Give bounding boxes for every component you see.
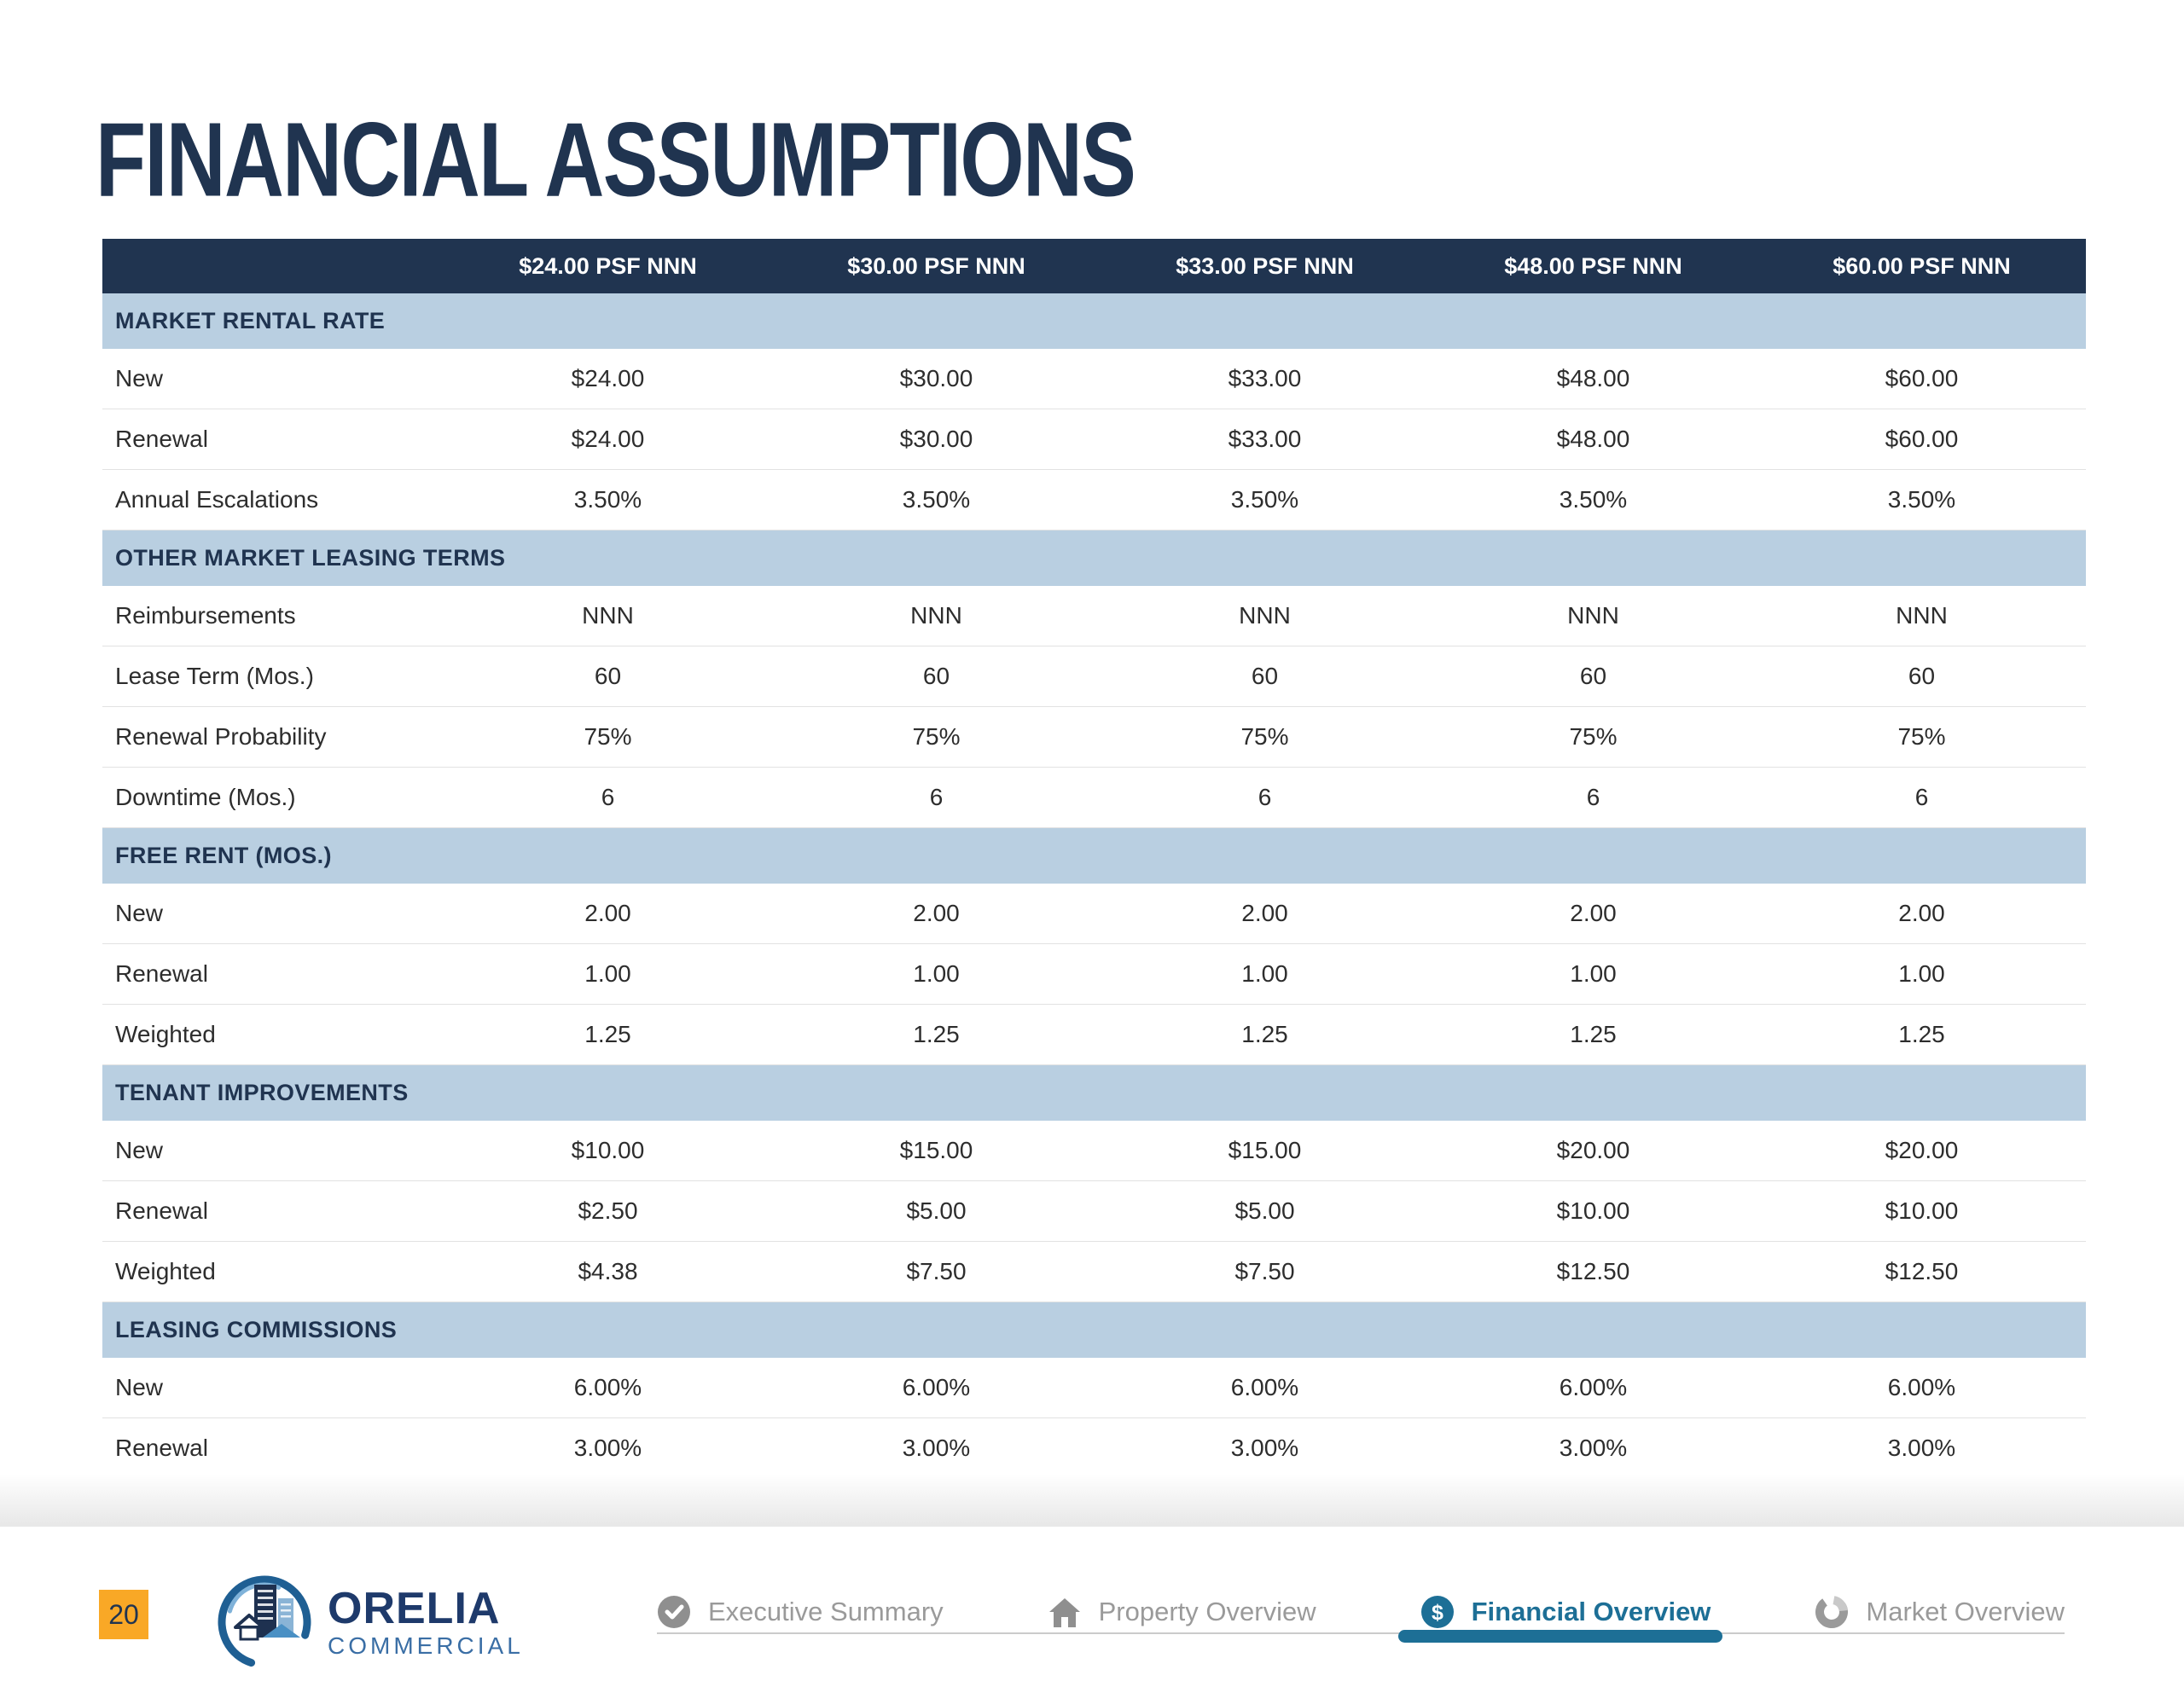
table-row <box>102 1181 2086 1242</box>
cell-value: 3.50% <box>1559 486 1628 513</box>
cell-value: 3.50% <box>1887 486 1956 513</box>
column-header: $24.00 PSF NNN <box>519 252 697 279</box>
cell-value: 6 <box>1258 784 1272 810</box>
cell-value: 2.00 <box>1570 900 1617 926</box>
column-header: $33.00 PSF NNN <box>1176 252 1354 279</box>
section-header-row: OTHER MARKET LEASING TERMS <box>102 530 2086 586</box>
logo-buildings-icon <box>210 1564 322 1677</box>
row-label: New <box>115 900 164 926</box>
table-row <box>102 884 2086 944</box>
row-label: Renewal <box>115 426 208 452</box>
cell-value: 60 <box>922 663 950 689</box>
table-row <box>102 768 2086 828</box>
cell-value: $10.00 <box>571 1137 645 1163</box>
page-title: FINANCIAL ASSUMPTIONS <box>96 101 1136 219</box>
cell-value: 1.00 <box>1898 960 1945 987</box>
page-number-badge: 20 <box>99 1590 148 1639</box>
cell-value: 3.50% <box>573 486 642 513</box>
cell-value: 2.00 <box>1241 900 1288 926</box>
nav-label: Market Overview <box>1866 1597 2065 1626</box>
cell-value: 3.00% <box>1887 1435 1956 1461</box>
row-label: Reimbursements <box>115 602 296 629</box>
nav-item-executive-summary[interactable] <box>657 1595 944 1629</box>
cell-value: $24.00 <box>571 365 645 391</box>
row-label: Renewal <box>115 1435 208 1461</box>
cell-value: NNN <box>1896 602 1948 629</box>
check-circle-icon <box>657 1595 691 1629</box>
cell-value: 60 <box>1251 663 1279 689</box>
cell-value: 75% <box>1569 723 1618 750</box>
section-header-row: LEASING COMMISSIONS <box>102 1302 2086 1358</box>
cell-value: NNN <box>1239 602 1291 629</box>
nav-item-market-overview[interactable] <box>1815 1595 2065 1629</box>
company-logo <box>210 1564 524 1677</box>
cell-value: 60 <box>1579 663 1607 689</box>
cell-value: $60.00 <box>1885 426 1959 452</box>
cell-value: 1.00 <box>1570 960 1617 987</box>
cell-value: NNN <box>910 602 962 629</box>
cell-value: $15.00 <box>899 1137 973 1163</box>
section-header-row: MARKET RENTAL RATE <box>102 293 2086 349</box>
cell-value: 1.00 <box>1241 960 1288 987</box>
cell-value: 6.00% <box>1887 1374 1956 1400</box>
cell-value: 2.00 <box>584 900 631 926</box>
cell-value: 1.00 <box>913 960 960 987</box>
row-label: New <box>115 1374 164 1400</box>
table-row <box>102 707 2086 768</box>
row-label: Lease Term (Mos.) <box>115 663 314 689</box>
cell-value: 6 <box>601 784 615 810</box>
logo-name: ORELIA <box>328 1584 501 1633</box>
cell-value: $2.50 <box>578 1197 638 1224</box>
cell-value: 6 <box>1586 784 1600 810</box>
footer <box>0 1527 2184 1687</box>
footer-nav <box>657 1591 2065 1632</box>
column-header: $60.00 PSF NNN <box>1833 252 2011 279</box>
cell-value: 6.00% <box>1230 1374 1299 1400</box>
row-label: Downtime (Mos.) <box>115 784 296 810</box>
assumptions-table <box>102 239 2086 1539</box>
cell-value: $5.00 <box>1234 1197 1295 1224</box>
table-row <box>102 470 2086 530</box>
cell-value: 3.00% <box>1559 1435 1628 1461</box>
cell-value: 6 <box>1914 784 1929 810</box>
table-row <box>102 409 2086 470</box>
cell-value: 6.00% <box>573 1374 642 1400</box>
cell-value: 6 <box>929 784 944 810</box>
svg-text:$: $ <box>1431 1601 1443 1625</box>
cell-value: 3.00% <box>902 1435 971 1461</box>
nav-item-property-overview[interactable] <box>1048 1595 1316 1629</box>
cell-value: 60 <box>594 663 622 689</box>
cell-value: 3.00% <box>1230 1435 1299 1461</box>
pie-ring-icon <box>1815 1595 1849 1629</box>
cell-value: $7.50 <box>906 1258 967 1284</box>
row-label: Annual Escalations <box>115 486 319 513</box>
cell-value: 75% <box>1897 723 1946 750</box>
dollar-circle-icon <box>1420 1595 1455 1629</box>
row-label: Renewal <box>115 1197 208 1224</box>
logo-subtitle: COMMERCIAL <box>328 1632 524 1659</box>
cell-value: 1.25 <box>1898 1021 1945 1047</box>
row-label: New <box>115 1137 164 1163</box>
nav-label: Property Overview <box>1098 1597 1316 1626</box>
cell-value: $60.00 <box>1885 365 1959 391</box>
cell-value: $12.50 <box>1885 1258 1959 1284</box>
logo-text <box>328 1586 524 1660</box>
cell-value: $15.00 <box>1228 1137 1302 1163</box>
cell-value: 1.25 <box>584 1021 631 1047</box>
table-row <box>102 1358 2086 1418</box>
table-row <box>102 1005 2086 1065</box>
cell-value: 2.00 <box>913 900 960 926</box>
cell-value: 75% <box>1240 723 1289 750</box>
table-header-row <box>102 239 2086 293</box>
section-header-row: TENANT IMPROVEMENTS <box>102 1065 2086 1121</box>
cell-value: $20.00 <box>1556 1137 1630 1163</box>
table-body <box>102 293 2086 1539</box>
column-header: $48.00 PSF NNN <box>1504 252 1682 279</box>
cell-value: NNN <box>582 602 634 629</box>
cell-value: 6.00% <box>1559 1374 1628 1400</box>
table-row <box>102 646 2086 707</box>
cell-value: 1.25 <box>1241 1021 1288 1047</box>
cell-value: 2.00 <box>1898 900 1945 926</box>
cell-value: 1.25 <box>1570 1021 1617 1047</box>
cell-value: $48.00 <box>1556 365 1630 391</box>
cell-value: $33.00 <box>1228 365 1302 391</box>
row-label: Renewal <box>115 960 208 987</box>
cell-value: 3.50% <box>1230 486 1299 513</box>
active-underline <box>1398 1630 1723 1643</box>
cell-value: 1.00 <box>584 960 631 987</box>
section-header-row: FREE RENT (MOS.) <box>102 828 2086 884</box>
cell-value: 75% <box>912 723 961 750</box>
cell-value: $7.50 <box>1234 1258 1295 1284</box>
table-row <box>102 586 2086 646</box>
home-icon <box>1048 1595 1082 1629</box>
cell-value: 1.25 <box>913 1021 960 1047</box>
cell-value: NNN <box>1567 602 1619 629</box>
cell-value: $4.38 <box>578 1258 638 1284</box>
cell-value: 75% <box>584 723 632 750</box>
row-label: New <box>115 365 164 391</box>
table-row <box>102 349 2086 409</box>
cell-value: $5.00 <box>906 1197 967 1224</box>
cell-value: 6.00% <box>902 1374 971 1400</box>
cell-value: $12.50 <box>1556 1258 1630 1284</box>
nav-item-financial-overview[interactable] <box>1420 1595 1711 1629</box>
slide-bottom-shade <box>0 1474 2184 1527</box>
nav-label: Financial Overview <box>1471 1597 1711 1626</box>
cell-value: 60 <box>1908 663 1936 689</box>
row-label: Renewal Probability <box>115 723 327 750</box>
row-label: Weighted <box>115 1021 216 1047</box>
cell-value: $24.00 <box>571 426 645 452</box>
cell-value: 3.50% <box>902 486 971 513</box>
cell-value: $30.00 <box>899 426 973 452</box>
table-row <box>102 1121 2086 1181</box>
table-row <box>102 1418 2086 1479</box>
cell-value: $20.00 <box>1885 1137 1959 1163</box>
nav-label: Executive Summary <box>708 1597 944 1626</box>
row-label: Weighted <box>115 1258 216 1284</box>
cell-value: $48.00 <box>1556 426 1630 452</box>
cell-value: $10.00 <box>1556 1197 1630 1224</box>
column-header: $30.00 PSF NNN <box>847 252 1025 279</box>
cell-value: 3.00% <box>573 1435 642 1461</box>
cell-value: $30.00 <box>899 365 973 391</box>
cell-value: $33.00 <box>1228 426 1302 452</box>
cell-value: $10.00 <box>1885 1197 1959 1224</box>
table-row <box>102 1242 2086 1302</box>
nav-track-line <box>657 1632 2065 1634</box>
table-row <box>102 944 2086 1005</box>
